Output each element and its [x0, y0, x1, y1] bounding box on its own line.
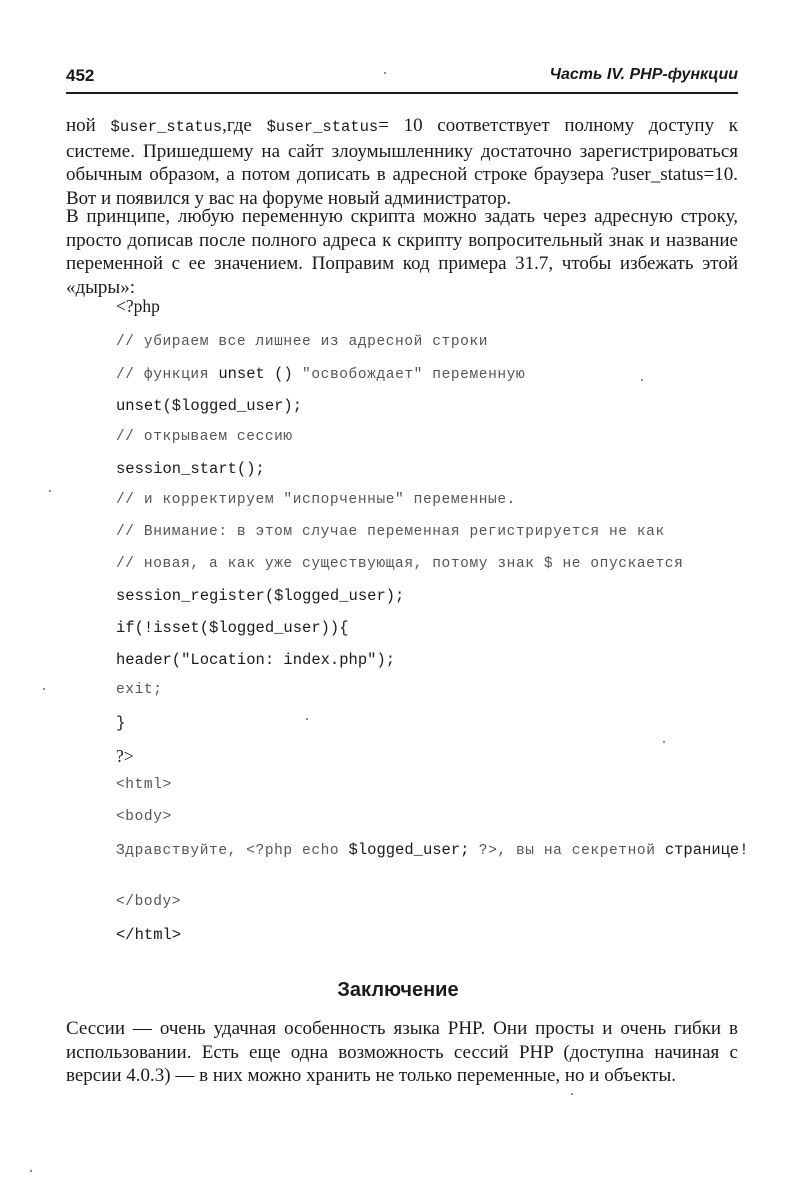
paragraph-user-status — [66, 114, 738, 210]
scan-speck — [30, 1170, 32, 1172]
scan-speck — [663, 741, 665, 743]
code-comment: // Внимание: в этом случае переменная регистрируется не как — [116, 524, 665, 540]
inline-code: ?user_status=10 — [610, 164, 734, 185]
scan-speck — [641, 379, 643, 381]
section-title: Заключение — [337, 979, 459, 1001]
paragraph-text: ной — [66, 115, 111, 136]
code-line: </html> — [116, 926, 182, 944]
paragraph-text: . Вот и появился у вас на форуме новый администратор. — [66, 164, 738, 209]
code-text: странице! — [664, 841, 749, 859]
paragraph-conclusion: Сессии — очень удачная особенность языка PHP. Они просты и очень гибки в использовании. Есть еще одна возможность сессий PHP (доступна начиная с версии 4.0.3) — в них можно хранить не только переменные, но и объекты. — [66, 1018, 738, 1086]
code-line: <body> — [116, 809, 172, 825]
code-line: <html> — [116, 777, 172, 793]
inline-code: unset () — [218, 365, 293, 383]
scan-speck — [43, 688, 45, 690]
code-comment: // убираем все лишнее из адресной строки — [116, 334, 489, 350]
code-comment — [116, 365, 525, 383]
code-text: Здравствуйте, <?php echo — [116, 843, 349, 859]
paragraph-text: = 10 соответствует полному доступу к системе. Пришедшему на сайт злоумышленнику достаточно зарегистрироваться обычным образом, а потом дописать в адресной строке браузера — [66, 115, 739, 185]
code-line: exit; — [116, 682, 163, 698]
scan-speck — [571, 1093, 573, 1095]
code-line: <?php — [116, 296, 160, 316]
scan-speck — [49, 490, 51, 492]
code-comment: // новая, а как уже существующая, потому знак $ не опускается — [116, 556, 684, 572]
scan-speck — [306, 718, 308, 720]
inline-code: $user_status — [110, 118, 223, 136]
page-header — [66, 62, 738, 94]
code-line: ?> — [116, 746, 134, 766]
code-line: } — [116, 714, 126, 732]
scan-speck — [384, 72, 386, 74]
code-line: header("Location: index.php"); — [116, 651, 396, 669]
inline-code: $user_status — [266, 118, 379, 136]
code-comment: // открываем сессию — [116, 429, 293, 445]
code-comment: // и корректируем "испорченные" переменные. — [116, 492, 516, 508]
comment-text: // функция — [116, 367, 219, 383]
code-line — [116, 839, 749, 862]
code-line: session_start(); — [116, 460, 265, 478]
comment-text: "освобождает" переменную — [292, 367, 526, 383]
code-text: ?>, вы на секретной — [469, 843, 665, 859]
paragraph-address-bar: В принципе, любую переменную скрипта можно задать через адресную строку, просто дописав после полного адреса к скрипту вопросительный знак и название переменной с ее значением. Поправим код примера 31.7, чтобы избежать этой «дыры»: — [66, 206, 738, 298]
code-line: unset($logged_user); — [116, 397, 303, 415]
paragraph-text: ,где — [222, 115, 267, 136]
inline-code: $logged_user; — [348, 841, 470, 859]
page-number: 452 — [66, 66, 95, 85]
code-line: session_register($logged_user); — [116, 587, 405, 605]
code-line: if(!isset($logged_user)){ — [116, 619, 349, 637]
running-head: Часть IV. PHP-функции — [549, 66, 738, 83]
code-line: </body> — [116, 894, 182, 910]
